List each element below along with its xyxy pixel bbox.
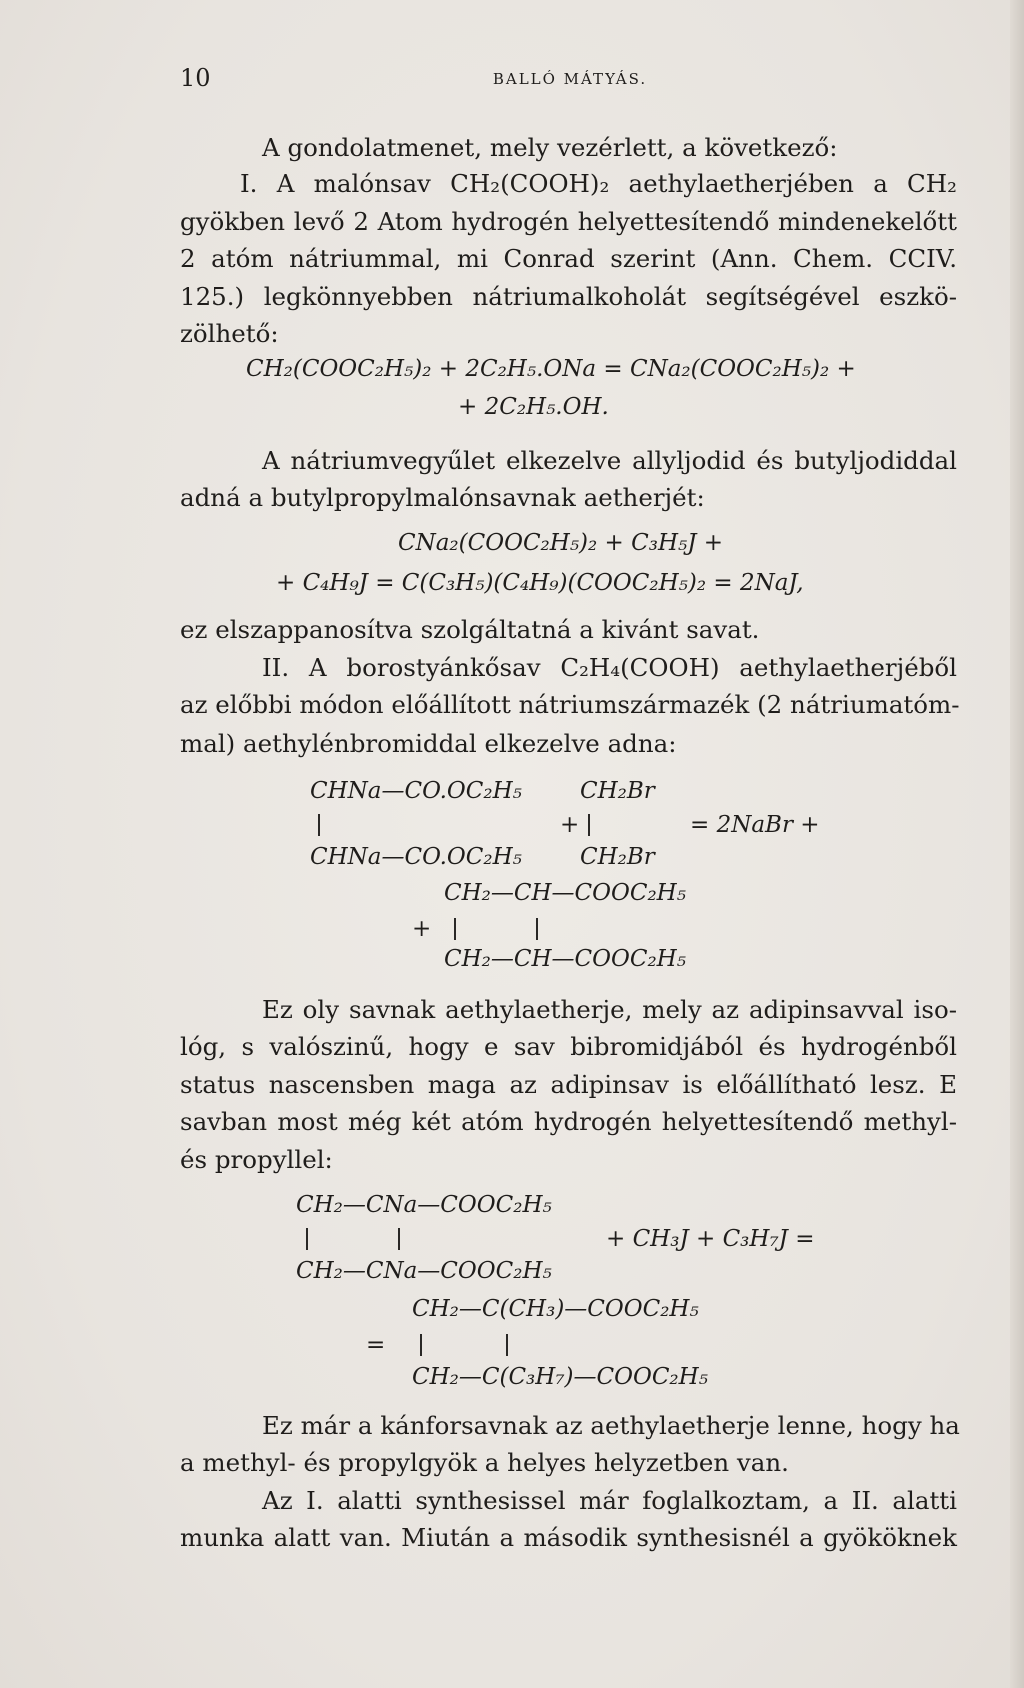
- formula-line: CH₂—CH—COOC₂H₅: [444, 946, 686, 972]
- text-line: Ez már a kánforsavnak az aethylaetherje lenne, hogy ha: [262, 1411, 960, 1440]
- text-line: status nascensben maga az adipinsav is előállítható lesz. E: [180, 1070, 957, 1099]
- page-edge-shadow: [1010, 0, 1024, 1688]
- formula-line: CH₂—CNa—COOC₂H₅: [296, 1192, 552, 1218]
- formula-line: + 2C₂H₅.OH.: [458, 394, 609, 420]
- formula-line: CH₂Br: [580, 844, 655, 870]
- formula-line: CNa₂(COOC₂H₅)₂ + C₃H₅J +: [398, 530, 724, 556]
- formula-line: CH₂—C(C₃H₇)—COOC₂H₅: [412, 1364, 708, 1390]
- text-line: A gondolatmenet, mely vezérlett, a következő:: [262, 133, 838, 162]
- bond-line: [588, 814, 590, 836]
- text-line: Az I. alatti synthesissel már foglalkoztam, a II. alatti: [262, 1486, 957, 1515]
- text-line: savban most még két atóm hydrogén helyettesítendő methyl-: [180, 1107, 957, 1136]
- formula-line: CH₂Br: [580, 778, 655, 804]
- formula-line: CH₂—C(CH₃)—COOC₂H₅: [412, 1296, 699, 1322]
- text-line: lóg, s valószinű, hogy e sav bibromidjából és hydrogénből: [180, 1032, 957, 1061]
- text-line: adná a butylpropylmalónsavnak aetherjét:: [180, 483, 705, 512]
- text-line: az előbbi módon előállított nátriumszármazék (2 nátriumatóm-: [180, 690, 960, 719]
- text-line: a methyl- és propylgyök a helyes helyzetben van.: [180, 1448, 789, 1477]
- formula-line: + CH₃J + C₃H₇J =: [606, 1226, 815, 1252]
- formula-line: +: [412, 916, 432, 942]
- formula-line: + C₄H₉J = C(C₃H₅)(C₄H₉)(COOC₂H₅)₂ = 2NaJ,: [276, 570, 804, 596]
- bond-line: [398, 1228, 400, 1250]
- formula-line: +: [560, 812, 580, 838]
- text-line: A nátriumvegyűlet elkezelve allyljodid és butyljodiddal: [262, 446, 957, 475]
- bond-line: [420, 1334, 422, 1356]
- text-line: és propyllel:: [180, 1145, 333, 1174]
- page-header: [180, 64, 960, 104]
- formula-line: CH₂—CNa—COOC₂H₅: [296, 1258, 552, 1284]
- bond-line: [506, 1334, 508, 1356]
- formula-line: CHNa—CO.OC₂H₅: [310, 844, 522, 870]
- text-line: I. A malónsav CH₂(COOH)₂ aethylaetherjében a CH₂: [240, 169, 957, 198]
- text-line: munka alatt van. Miután a második synthesisnél a gyököknek: [180, 1523, 957, 1552]
- bond-line: [454, 918, 456, 940]
- formula-line: =: [366, 1332, 386, 1358]
- text-line: mal) aethylénbromiddal elkezelve adna:: [180, 729, 677, 758]
- text-line: ez elszappanosítva szolgáltatná a kivánt savat.: [180, 615, 760, 644]
- page-number: 10: [180, 64, 211, 92]
- bond-line: [536, 918, 538, 940]
- bond-line: [306, 1228, 308, 1250]
- text-line: II. A borostyánkősav C₂H₄(COOH) aethylaetherjéből: [262, 653, 957, 682]
- text-line: Ez oly savnak aethylaetherje, mely az adipinsavval iso-: [262, 995, 957, 1024]
- formula-line: = 2NaBr +: [690, 812, 820, 838]
- running-head: BALLÓ MÁTYÁS.: [492, 70, 648, 88]
- bond-line: [318, 814, 320, 836]
- text-line: 2 atóm nátriummal, mi Conrad szerint (Ann. Chem. CCIV.: [180, 244, 957, 273]
- text-line: gyökben levő 2 Atom hydrogén helyettesítendő mindenekelőtt: [180, 207, 957, 236]
- text-line: 125.) legkönnyebben nátriumalkoholát segítségével eszkö-: [180, 282, 957, 311]
- formula-line: CH₂(COOC₂H₅)₂ + 2C₂H₅.ONa = CNa₂(COOC₂H₅)₂ +: [246, 356, 856, 382]
- formula-line: CH₂—CH—COOC₂H₅: [444, 880, 686, 906]
- formula-line: CHNa—CO.OC₂H₅: [310, 778, 522, 804]
- text-line: zölhető:: [180, 319, 279, 348]
